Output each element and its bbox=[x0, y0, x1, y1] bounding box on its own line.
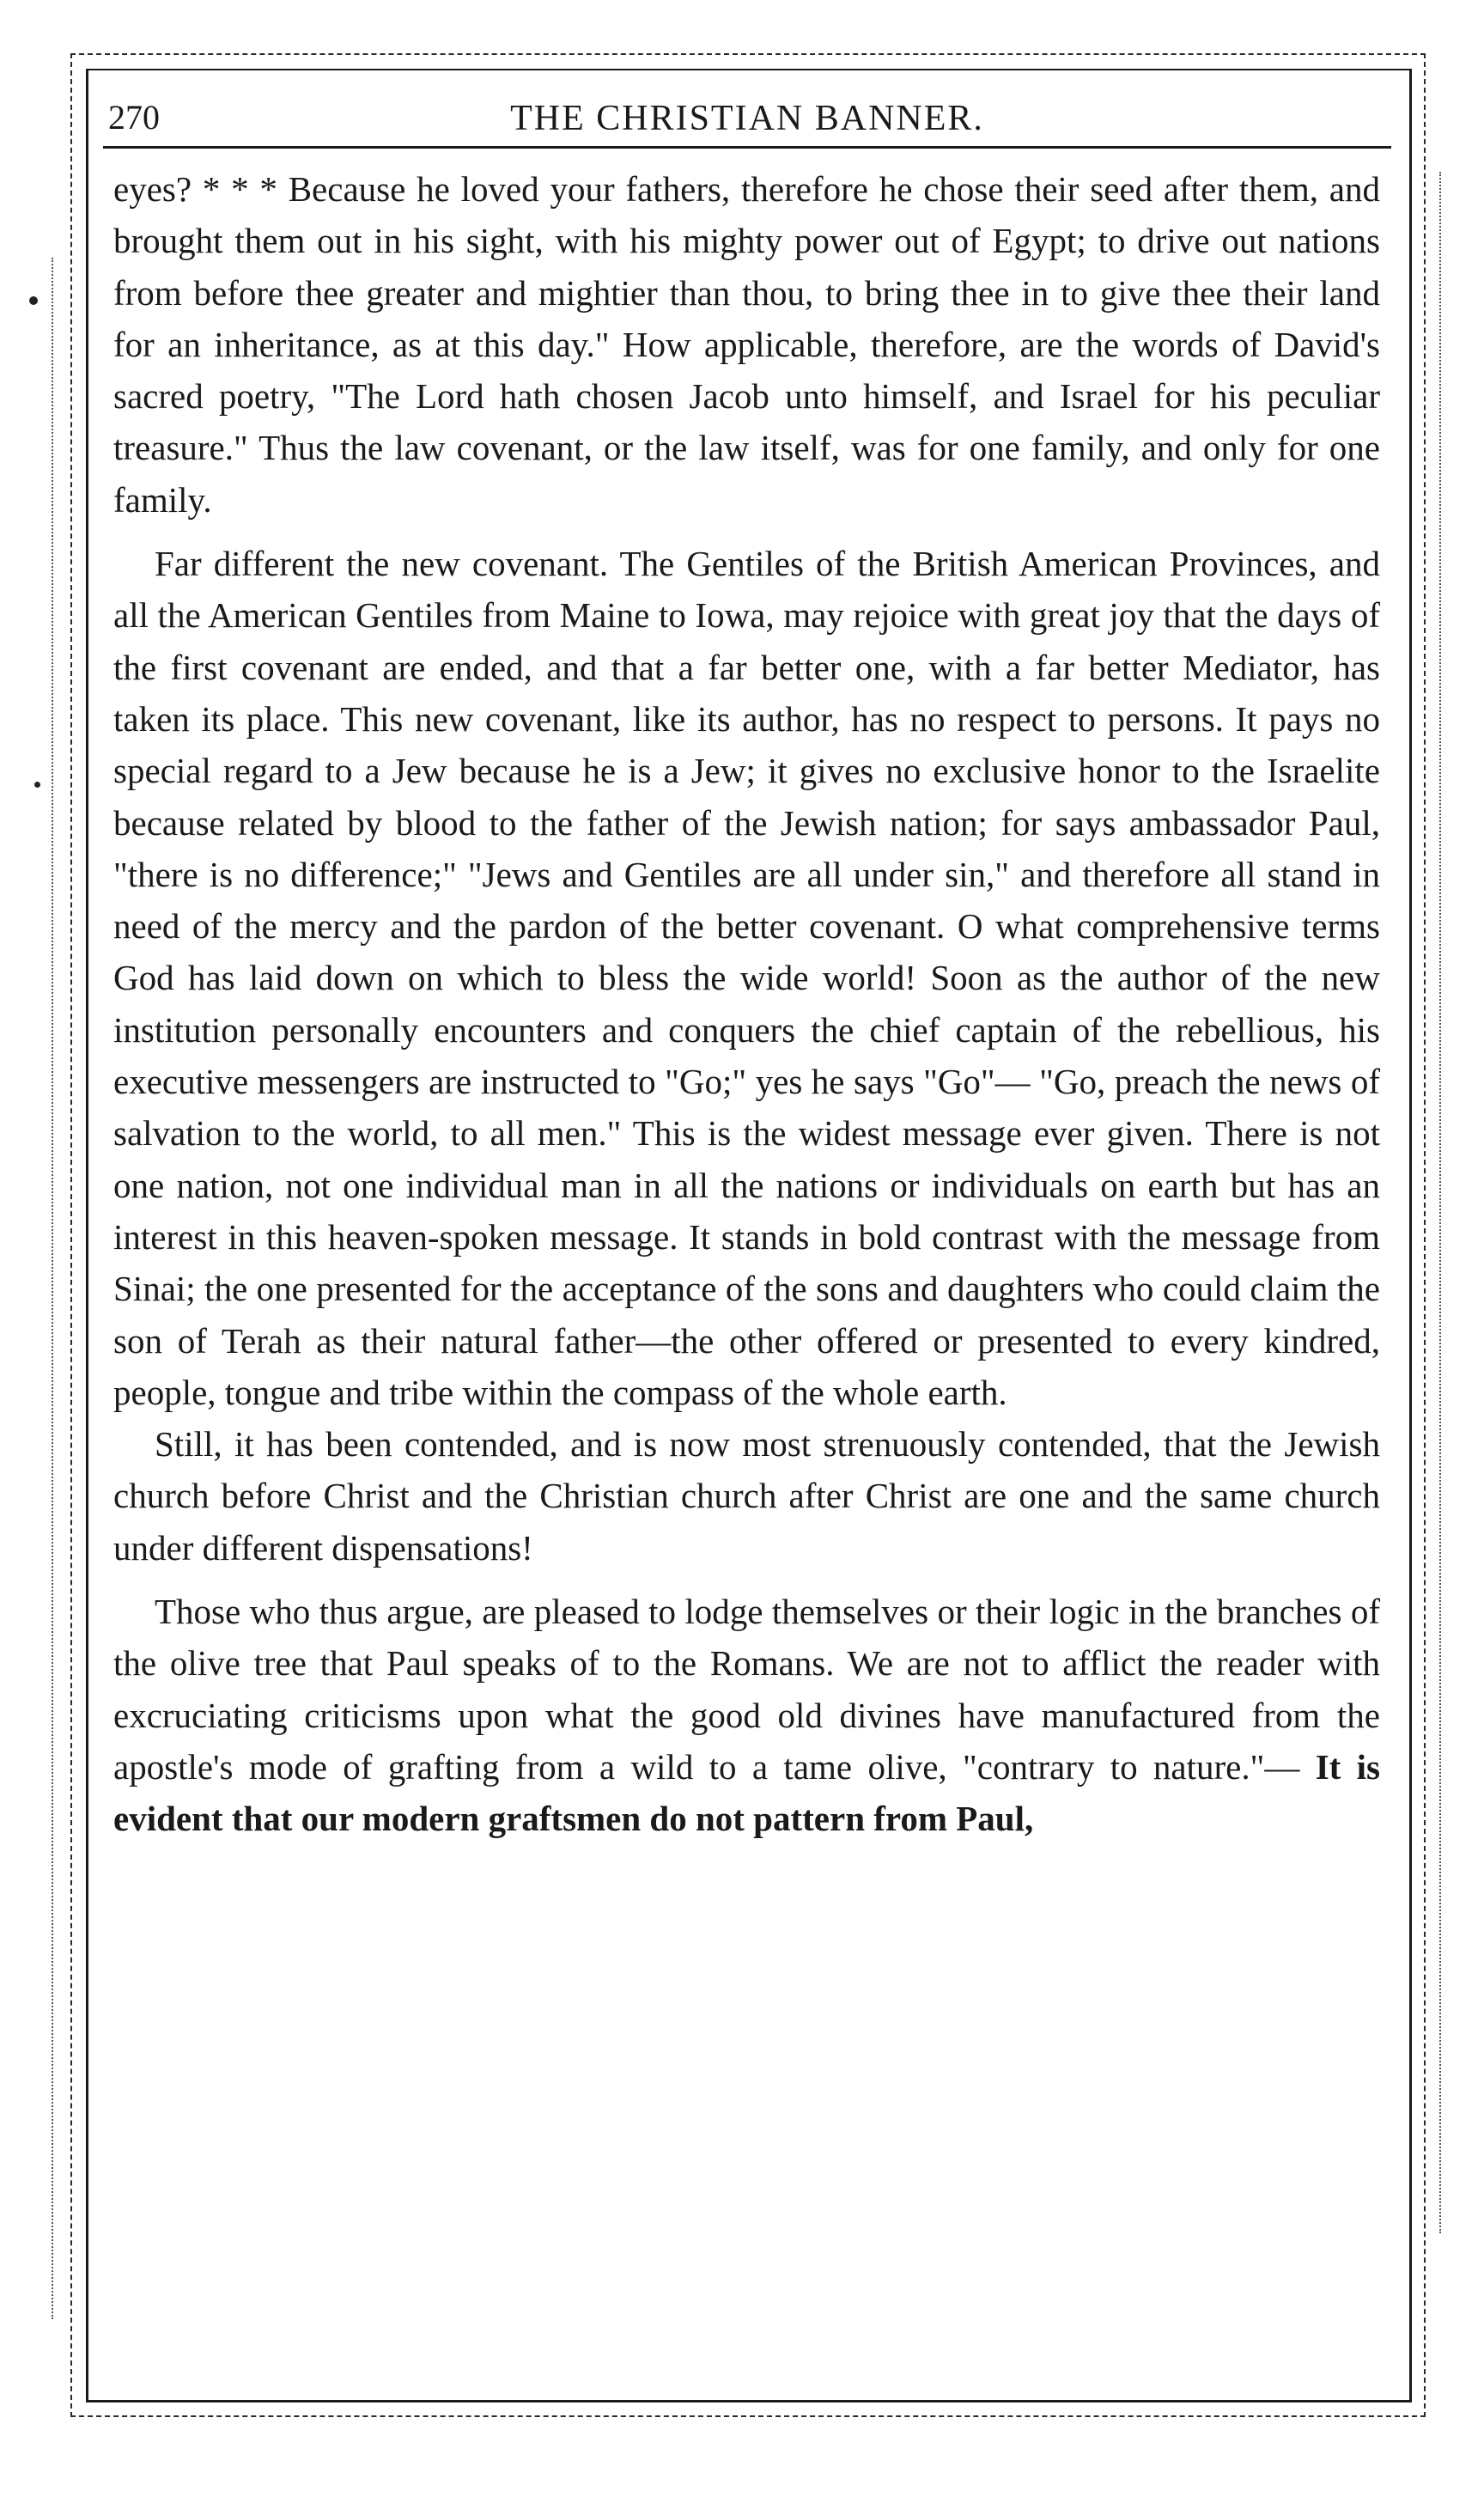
left-margin-dots bbox=[52, 258, 57, 2319]
paragraph: Far different the new covenant. The Gentiles of the British American Provinces, and all the American Gentiles from Maine to Iowa, may rejoice with great joy that the days of the first covenant are ended, and that a far better one, with a far better Mediator, has taken its place. This new covenant, like its author, has no respect to persons. It pays no special regard to a Jew because he is a Jew; it gives no exclusive honor to the Israelite because related by blood to the father of the Jewish nation; for says ambassador Paul, "there is no difference;" "Jews and Gentiles are all under sin," and therefore all stand in need of the mercy and the pardon of the better covenant. O what comprehensive terms God has laid down on which to bless the wide world! Soon as the author of the new institution personally encounters and conquers the chief captain of the rebellious, his executive messengers are instructed to "Go;" yes he says "Go"— "Go, preach the news of salvation to the world, to all men." This is the widest message ever given. There is not one nation, not one individual man in all the nations or individuals on earth but has an interest in this heaven-spoken message. It stands in bold contrast with the message from Sinai; the one presented for the acceptance of the sons and daughters who could claim the son of Terah as their natural father—the other offered or presented to every kindred, people, tongue and tribe within the compass of the whole earth. bbox=[113, 544, 1380, 1412]
paragraph-tail: It is evident that our modern graftsmen do not pattern from Paul, bbox=[113, 1746, 1380, 1839]
page-number: 270 bbox=[108, 98, 160, 137]
right-margin-dots bbox=[1439, 172, 1444, 2233]
margin-mark bbox=[29, 296, 38, 305]
paragraph bbox=[113, 1586, 1380, 1844]
running-header bbox=[103, 86, 1391, 149]
article-body bbox=[113, 163, 1380, 1845]
margin-mark bbox=[34, 782, 40, 788]
paragraph: Still, it has been contended, and is now most strenuously contended, that the Jewish church before Christ and the Christian church after Christ are one and the same church under different dispensations! bbox=[113, 1424, 1380, 1568]
running-title: THE CHRISTIAN BANNER. bbox=[510, 99, 984, 138]
paragraph-text: Those who thus argue, are pleased to lodge themselves or their logic in the branches of the olive tree that Paul speaks of to the Romans. We are not to afflict the reader with excruciating criticisms upon what the good old divines have manufactured from the apostle's mode of grafting from a wild to a tame olive, "contrary to nature."— bbox=[113, 1592, 1380, 1787]
paragraph: eyes? * * * Because he loved your fathers, therefore he chose their seed after them, and brought them out in his sight, with his mighty power out of Egypt; to drive out nations from before thee greater and mightier than thou, to bring thee in to give thee their land for an inheritance, as at this day." How applicable, therefore, are the words of David's sacred poetry, "The Lord hath chosen Jacob unto himself, and Israel for his peculiar treasure." Thus the law covenant, or the law itself, was for one family, and only for one family. bbox=[113, 169, 1380, 520]
